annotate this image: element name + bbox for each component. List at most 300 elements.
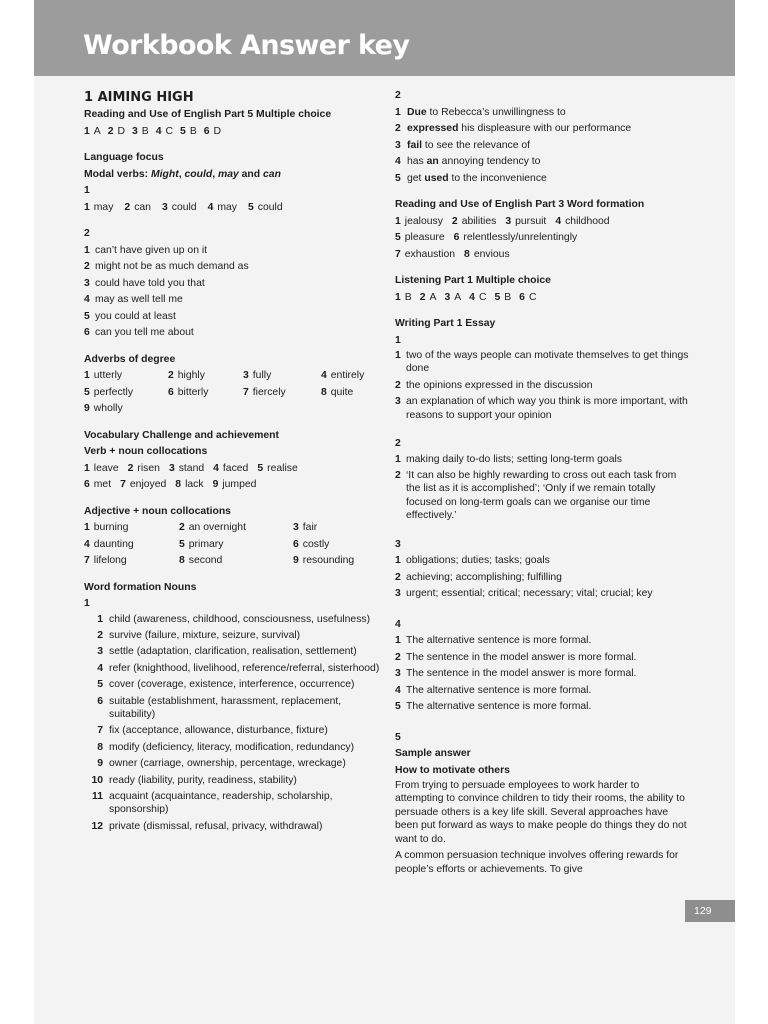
- list-item: [395, 666, 690, 683]
- item-answer: costly: [302, 538, 330, 550]
- item-text: can’t have given up on it: [95, 244, 208, 256]
- item-number: 3: [395, 139, 401, 151]
- answer-pair: [505, 214, 546, 231]
- item-number: 1: [395, 635, 401, 647]
- item-rest: to the inconvenience: [448, 172, 547, 184]
- item-number: 7: [84, 555, 90, 566]
- item-number: 6: [84, 327, 90, 338]
- list-item: [84, 629, 384, 642]
- left-column: [84, 88, 384, 836]
- answer-pair: [84, 520, 128, 537]
- item-text: the opinions expressed in the discussion: [406, 379, 593, 391]
- item-number: 5: [395, 701, 401, 713]
- item-number: 2: [395, 651, 401, 663]
- item-answer: an overnight: [188, 522, 246, 533]
- item-number: 2: [179, 522, 185, 533]
- list-item: [84, 292, 384, 309]
- item-number: 2: [124, 201, 131, 213]
- item-lead: has: [407, 156, 427, 167]
- grid-row: [84, 368, 384, 385]
- answer-pair: [168, 385, 208, 402]
- item-number: 3: [395, 396, 401, 408]
- answer-pair: [293, 553, 354, 570]
- exercise-label: 3: [395, 538, 401, 550]
- exercise-label: 2: [395, 90, 401, 101]
- item-number: 3: [395, 668, 401, 680]
- unit-title: 1 AIMING HIGH: [84, 90, 194, 105]
- list-item: [395, 395, 690, 422]
- item-answer: C: [165, 125, 174, 137]
- answer-grid: [84, 520, 384, 570]
- list-item: [84, 774, 384, 787]
- section-title: Vocabulary Challenge and achievement: [84, 429, 279, 441]
- item-text: [406, 171, 690, 188]
- sample-answer-heading: How to motivate others: [395, 764, 510, 776]
- section-title: Reading and Use of English Part 3 Word formation: [395, 199, 645, 210]
- item-number: 1: [84, 244, 90, 256]
- answer-pair: [243, 368, 271, 385]
- item-number: 2: [395, 123, 401, 134]
- item-number: 1: [84, 201, 90, 213]
- item-number: 3: [132, 125, 138, 137]
- item-number: 2: [168, 370, 174, 381]
- item-number: 1: [84, 370, 90, 381]
- grid-row: [84, 553, 384, 570]
- answer-pair: [464, 247, 510, 264]
- list-item: [84, 243, 384, 260]
- answer-pair: [124, 200, 151, 217]
- item-number: 5: [179, 538, 185, 550]
- answer-pair: [321, 385, 353, 402]
- answer-pair: [180, 124, 197, 141]
- item-answer: utterly: [93, 370, 123, 381]
- answer-pair: [395, 290, 412, 307]
- answer-pair: [108, 124, 125, 141]
- item-text: The sentence in the model answer is more formal.: [406, 651, 637, 663]
- item-number: 4: [555, 215, 562, 227]
- item-number: 2: [395, 571, 401, 583]
- item-text: suitable (establishment, harassment, replacement, suitability): [109, 695, 342, 720]
- key-word: expressed: [407, 123, 459, 134]
- item-answer: met: [93, 479, 112, 490]
- item-answer: lack: [185, 479, 204, 490]
- list-item: [395, 633, 690, 650]
- item-answer: quite: [330, 386, 354, 398]
- header-banner: [34, 0, 735, 76]
- item-answer: A: [93, 125, 101, 137]
- answer-pair: [469, 290, 486, 307]
- answer-pair: [168, 368, 205, 385]
- modal-word: can: [263, 168, 281, 180]
- item-text: [406, 121, 690, 138]
- answer-row: [395, 230, 690, 247]
- list-item: [395, 683, 690, 700]
- item-answer: pleasure: [404, 232, 445, 243]
- item-text: The sentence in the model answer is more formal.: [406, 668, 637, 680]
- section-title: Adverbs of degree: [84, 353, 176, 365]
- item-number: 3: [444, 291, 451, 303]
- sample-paragraph: From trying to persuade employees to work harder to attempting to convince children to tidy their rooms, the ability to persuade others is a key life skill. Several approaches have been put forward as ways to make people do things they do not want to do.: [395, 780, 687, 845]
- item-text: The alternative sentence is more formal.: [406, 635, 592, 647]
- separator: ,: [212, 168, 218, 180]
- exercise-label: 5: [395, 731, 401, 743]
- right-column: [395, 88, 690, 876]
- item-number: 9: [84, 403, 90, 414]
- list-item: [395, 453, 690, 466]
- item-answer: enjoyed: [129, 479, 167, 490]
- section-subtitle: Verb + noun collocations: [84, 446, 208, 457]
- item-text: urgent; essential; critical; necessary; vital; crucial; key: [406, 588, 653, 600]
- item-answer: jealousy: [404, 215, 443, 227]
- answer-list: [84, 613, 384, 834]
- item-text: cover (coverage, existence, interference, occurrence): [109, 679, 355, 691]
- item-number: 5: [84, 310, 90, 322]
- key-word: used: [424, 172, 449, 184]
- answer-pair: [208, 200, 237, 217]
- item-number: 3: [505, 215, 512, 227]
- answer-pair: [420, 290, 437, 307]
- answer-pair: [128, 461, 160, 478]
- answer-pair: [213, 477, 257, 494]
- item-text: acquaint (acquaintance, readership, scholarship, sponsorship): [109, 790, 333, 816]
- item-number: 1: [84, 522, 90, 533]
- item-number: 3: [168, 462, 175, 474]
- answer-pair: [452, 214, 496, 231]
- answer-pair: [395, 230, 445, 247]
- answer-pair: [179, 520, 246, 537]
- item-number: 4: [207, 201, 214, 213]
- exercise-label: 2: [395, 438, 401, 450]
- item-number: 9: [212, 479, 219, 490]
- sample-paragraph: A common persuasion technique involves offering rewards for people’s efforts or achievements. To give: [395, 850, 679, 875]
- answer-pair: [162, 200, 197, 217]
- item-text: an explanation of which way you think is more important, with reasons to support your opinion: [406, 396, 688, 421]
- item-number: 2: [107, 125, 114, 137]
- item-text: you could at least: [95, 310, 176, 322]
- item-number: 6: [84, 479, 90, 490]
- answer-pair: [84, 477, 111, 494]
- answer-pair: [156, 124, 173, 141]
- item-text: [406, 105, 690, 122]
- item-answer: pursuit: [515, 215, 547, 227]
- item-text: may as well tell me: [95, 294, 183, 305]
- item-text: The alternative sentence is more formal.: [406, 701, 592, 713]
- item-number: 3: [161, 201, 168, 213]
- item-number: 5: [494, 291, 501, 303]
- item-number: 6: [519, 291, 525, 303]
- item-number: 1: [84, 462, 90, 474]
- answer-pair: [175, 477, 203, 494]
- answer-pair: [248, 200, 283, 217]
- item-number: 5: [84, 386, 90, 398]
- item-number: 5: [257, 462, 264, 474]
- key-word: an: [426, 156, 439, 167]
- answer-row: [84, 200, 384, 217]
- item-number: 8: [464, 248, 470, 260]
- item-text: could have told you that: [95, 277, 205, 289]
- item-text: fix (acceptance, allowance, disturbance, fixture): [109, 725, 328, 737]
- item-text: obligations; duties; tasks; goals: [406, 555, 550, 567]
- item-answer: primary: [188, 538, 224, 550]
- item-text: ready (liability, purity, readiness, stability): [109, 774, 297, 786]
- answer-list: [84, 243, 384, 342]
- item-rest: his displeasure with our performance: [458, 123, 632, 134]
- page-title: Workbook Answer key: [83, 30, 410, 61]
- item-number: 1: [395, 555, 401, 567]
- item-number: 8: [179, 555, 185, 566]
- list-item: [84, 724, 384, 737]
- item-text: owner (carriage, ownership, percentage, wreckage): [109, 758, 346, 770]
- item-number: 2: [395, 379, 401, 391]
- answer-pair: [84, 401, 123, 418]
- list-item: [84, 678, 384, 691]
- section-title: Listening Part 1 Multiple choice: [395, 275, 551, 286]
- item-answer: wholly: [93, 403, 123, 414]
- list-item: [84, 613, 384, 626]
- answer-pair: [84, 368, 122, 385]
- item-text: The alternative sentence is more formal.: [406, 684, 592, 696]
- list-item: [395, 699, 690, 716]
- item-answer: highly: [177, 370, 205, 381]
- item-answer: B: [404, 291, 412, 303]
- modal-word: may: [217, 168, 239, 180]
- item-answer: could: [171, 201, 197, 213]
- list-item: [84, 309, 384, 326]
- section-title: Adjective + noun collocations: [84, 505, 231, 517]
- list-item: [84, 757, 384, 770]
- answer-pair: [84, 385, 133, 402]
- item-answer: realise: [267, 462, 298, 474]
- list-item: [84, 662, 384, 675]
- list-item: [395, 154, 690, 171]
- answer-row: [395, 214, 690, 231]
- list-item: [84, 276, 384, 293]
- item-number: 8: [175, 479, 182, 490]
- answer-pair: [84, 461, 119, 478]
- item-number: 6: [203, 125, 210, 137]
- item-answer: fully: [252, 370, 272, 381]
- item-answer: can: [134, 201, 151, 213]
- item-number: 1: [84, 125, 90, 137]
- item-number: 1: [395, 106, 401, 118]
- answer-rows: [84, 461, 384, 494]
- list-item: [84, 695, 384, 722]
- item-answer: may: [217, 201, 238, 213]
- item-number: 5: [395, 172, 401, 184]
- item-answer: entirely: [330, 370, 365, 381]
- section-title: Reading and Use of English Part 5 Multiple choice: [84, 109, 332, 120]
- item-number: 8: [97, 741, 103, 753]
- item-number: 6: [168, 386, 174, 398]
- item-answer: D: [213, 125, 222, 137]
- item-number: 4: [155, 125, 162, 137]
- answer-rows: [395, 214, 690, 264]
- answer-list: [395, 553, 690, 603]
- item-number: 4: [84, 538, 90, 550]
- answer-pair: [395, 247, 455, 264]
- item-number: 1: [395, 215, 401, 227]
- item-number: 4: [213, 462, 219, 474]
- modal-word: could: [184, 168, 213, 180]
- item-number: 1: [395, 453, 401, 465]
- item-text: [406, 154, 690, 171]
- item-number: 2: [419, 291, 426, 303]
- answer-pair: [179, 553, 222, 570]
- item-number: 7: [97, 725, 103, 737]
- list-item: [395, 105, 690, 122]
- section-title: Language focus: [84, 152, 164, 163]
- answer-pair: [169, 461, 204, 478]
- item-number: 3: [84, 277, 90, 289]
- list-item: [84, 741, 384, 754]
- item-number: 8: [321, 386, 327, 398]
- separator: ,: [178, 168, 185, 180]
- list-item: [84, 820, 384, 833]
- item-number: 3: [97, 646, 103, 658]
- list-item: [395, 121, 690, 138]
- exercise-label: 1: [84, 598, 90, 609]
- item-text: [406, 138, 690, 155]
- item-answer: leave: [93, 462, 119, 474]
- grid-row: [84, 537, 384, 554]
- item-answer: faced: [222, 462, 249, 474]
- list-item: [84, 790, 384, 817]
- item-answer: burning: [93, 522, 129, 533]
- item-answer: B: [189, 125, 197, 137]
- grid-row: [84, 520, 384, 537]
- answer-pair: [494, 290, 511, 307]
- list-item: [84, 325, 384, 342]
- item-text: modify (deficiency, literacy, modification, redundancy): [109, 741, 355, 753]
- item-number: 2: [97, 629, 103, 641]
- key-word: Due: [407, 106, 427, 118]
- item-number: 2: [127, 462, 134, 474]
- item-number: 4: [84, 294, 90, 305]
- item-text: might not be as much demand as: [95, 261, 249, 272]
- answer-pair: [84, 200, 113, 217]
- sample-answer-title: Sample answer: [395, 748, 471, 760]
- answer-list: [395, 105, 690, 188]
- answer-pair: [179, 537, 223, 554]
- list-item: [395, 349, 690, 376]
- item-text: making daily to-do lists; setting long-term goals: [406, 453, 622, 465]
- answer-pair: [84, 124, 101, 141]
- section-subtitle: [84, 167, 384, 184]
- item-rest: to Rebecca’s unwillingness to: [426, 106, 566, 118]
- item-answer: childhood: [565, 215, 610, 227]
- answer-pair: [395, 214, 443, 231]
- item-number: 5: [248, 201, 254, 213]
- answer-grid: [84, 368, 384, 418]
- section-title: Writing Part 1 Essay: [395, 318, 496, 329]
- answer-pair: [454, 230, 578, 247]
- item-answer: jumped: [222, 479, 257, 490]
- answer-pair: [519, 290, 536, 307]
- item-text: settle (adaptation, clarification, realisation, settlement): [109, 646, 357, 658]
- item-number: 4: [321, 370, 327, 381]
- answer-pair: [257, 461, 297, 478]
- answer-pair: [204, 124, 221, 141]
- item-answer: D: [117, 125, 126, 137]
- list-item: [395, 469, 690, 523]
- item-number: 4: [395, 684, 401, 696]
- item-answer: risen: [137, 462, 160, 474]
- item-answer: may: [93, 201, 114, 213]
- item-number: 4: [97, 662, 103, 674]
- item-text: survive (failure, mixture, seizure, survival): [109, 629, 301, 641]
- exercise-label: 2: [84, 228, 90, 239]
- item-text: private (dismissal, refusal, privacy, withdrawal): [109, 820, 323, 832]
- answer-row: [395, 247, 690, 264]
- exercise-label: 1: [395, 334, 401, 346]
- list-item: [395, 171, 690, 188]
- item-number: 6: [293, 538, 299, 550]
- item-answer: could: [257, 201, 283, 213]
- item-number: 7: [243, 386, 249, 398]
- item-number: 5: [395, 232, 401, 243]
- answer-list: [395, 349, 690, 422]
- item-answer: stand: [178, 462, 205, 474]
- list-item: [395, 570, 690, 587]
- item-answer: daunting: [93, 538, 134, 550]
- item-text: can you tell me about: [95, 327, 194, 338]
- answer-pair: [243, 385, 286, 402]
- answer-pair: [555, 214, 609, 231]
- item-answer: abilities: [461, 215, 497, 227]
- grid-row: [84, 385, 384, 402]
- answer-pair: [84, 553, 127, 570]
- item-answer: envious: [473, 248, 510, 260]
- answer-pair: [293, 537, 329, 554]
- item-answer: lifelong: [93, 555, 127, 566]
- answer-row: [395, 290, 690, 307]
- item-number: 1: [97, 613, 103, 625]
- answer-list: [395, 633, 690, 716]
- item-number: 10: [91, 774, 103, 786]
- modal-word: Might: [150, 168, 179, 180]
- answer-row: [84, 477, 384, 494]
- grid-row: [84, 401, 384, 418]
- item-number: 9: [293, 555, 299, 566]
- item-number: 12: [91, 820, 103, 832]
- answer-pair: [213, 461, 248, 478]
- item-answer: A: [454, 291, 462, 303]
- item-text: child (awareness, childhood, consciousness, usefulness): [109, 613, 371, 625]
- item-number: 5: [180, 125, 186, 137]
- answer-pair: [444, 290, 461, 307]
- item-number: 4: [469, 291, 475, 303]
- item-number: 4: [395, 156, 401, 167]
- list-item: [84, 259, 384, 276]
- item-number: 1: [395, 350, 401, 361]
- list-item: [395, 138, 690, 155]
- item-number: 3: [243, 370, 249, 381]
- item-number: 1: [395, 291, 401, 303]
- item-text: ‘It can also be highly rewarding to cross out each task from the list as it is accomplished’; ‘Only if we remain totally focused on long-term goals can we organise our time effectively.’: [406, 469, 677, 522]
- item-number: 6: [97, 695, 103, 707]
- modal-prefix: Modal verbs:: [84, 168, 151, 180]
- item-number: 3: [395, 588, 401, 600]
- item-answer: relentlessly/unrelentingly: [463, 232, 578, 243]
- page-number: 129: [685, 900, 735, 922]
- item-text: refer (knighthood, livelihood, reference/referral, sisterhood): [109, 662, 380, 674]
- list-item: [395, 553, 690, 570]
- separator: and: [238, 168, 264, 180]
- item-number: 9: [97, 758, 103, 770]
- item-number: 2: [395, 469, 401, 481]
- item-answer: C: [528, 291, 537, 303]
- exercise-label: 1: [84, 185, 90, 196]
